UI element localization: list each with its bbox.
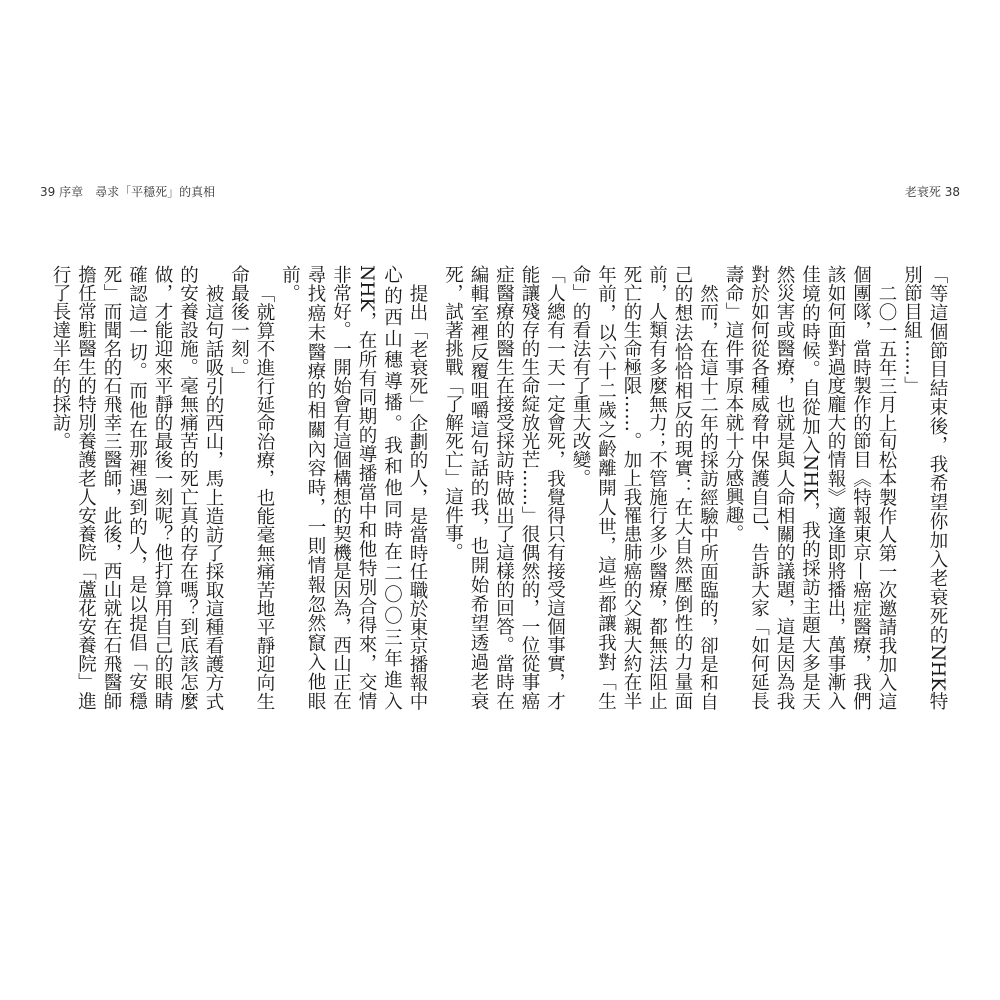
paragraph: 提出「老衰死」企劃的人，是當時任職於東京播報中心的西山穗導播。我和他同時在二〇〇三年進入NHK，在所有同期的導播當中和他特別合得來，交情非常好。一開始會有這個構想的契機是因為，西山正在尋找癌末醫療的相關內容時，一則情報忽然竄入他眼前。 — [279, 265, 428, 710]
paragraph: 「等這個節目結束後，我希望你加入老衰死的NHK特別節目組……」 — [901, 265, 948, 710]
right-page-body — [442, 265, 950, 710]
left-page-body — [50, 265, 430, 710]
paragraph: 然而，在這十二年的採訪經驗中所面臨的，卻是和自己的想法恰恰相反的現實：在大自然壓倒性的力量面前，人類有多麼無力；不管施行多少醫療，都無法阻止死亡的生命極限……。加上我罹患肺癌的父親大約在半年前，以六十二歲之齡離開人世，這些都讓我對「生命」的看法有了重大改變。 — [570, 265, 719, 710]
paragraph: 二〇一五年三月上旬松本製作人第一次邀請我加入這個團隊，當時製作的節目《特報東京—癌症醫療，我們該如何面對過度龐大的情報》適逢即將播出，萬事漸入佳境的時候。自從加入NHK，我的採訪主題大多是天然災害或醫療，也就是與人命相關的議題，這是因為我對於如何從各種威脅中保護自己、告訴大家「如何延長壽命」這件事原本就十分感興趣。 — [723, 265, 897, 710]
running-header-left: 39 序章 尋求「平穩死」的真相 — [40, 185, 216, 199]
paragraph: 「人總有一天一定會死，我覺得只有接受這個事實，才能讓殘存的生命綻放光芒……」很偶然的，一位從事癌症醫療的醫生在接受採訪時做出了這樣的回答。當時在編輯室裡反覆咀嚼這句話的我，也開始希望透過老衰死，試著挑戰「了解死亡」這件事。 — [442, 265, 566, 710]
paragraph: 被這句話吸引的西山，馬上造訪了採取這種看護方式的安養設施。毫無痛苦的死亡真的存在嗎？到底該怎麼做，才能迎來平靜的最後一刻呢？他打算用自己的眼睛確認這一切。而他在那裡遇到的人，是以提倡「安穩死」而聞名的石飛幸三醫師，此後，西山就在石飛醫師擔任常駐醫生的特別養護老人安養院「蘆花安養院」進行了長達半年的採訪。 — [50, 265, 224, 710]
running-header-right: 老衰死 38 — [904, 185, 960, 199]
paragraph: 「就算不進行延命治療，也能毫無痛苦地平靜迎向生命最後一刻。」 — [228, 265, 275, 710]
